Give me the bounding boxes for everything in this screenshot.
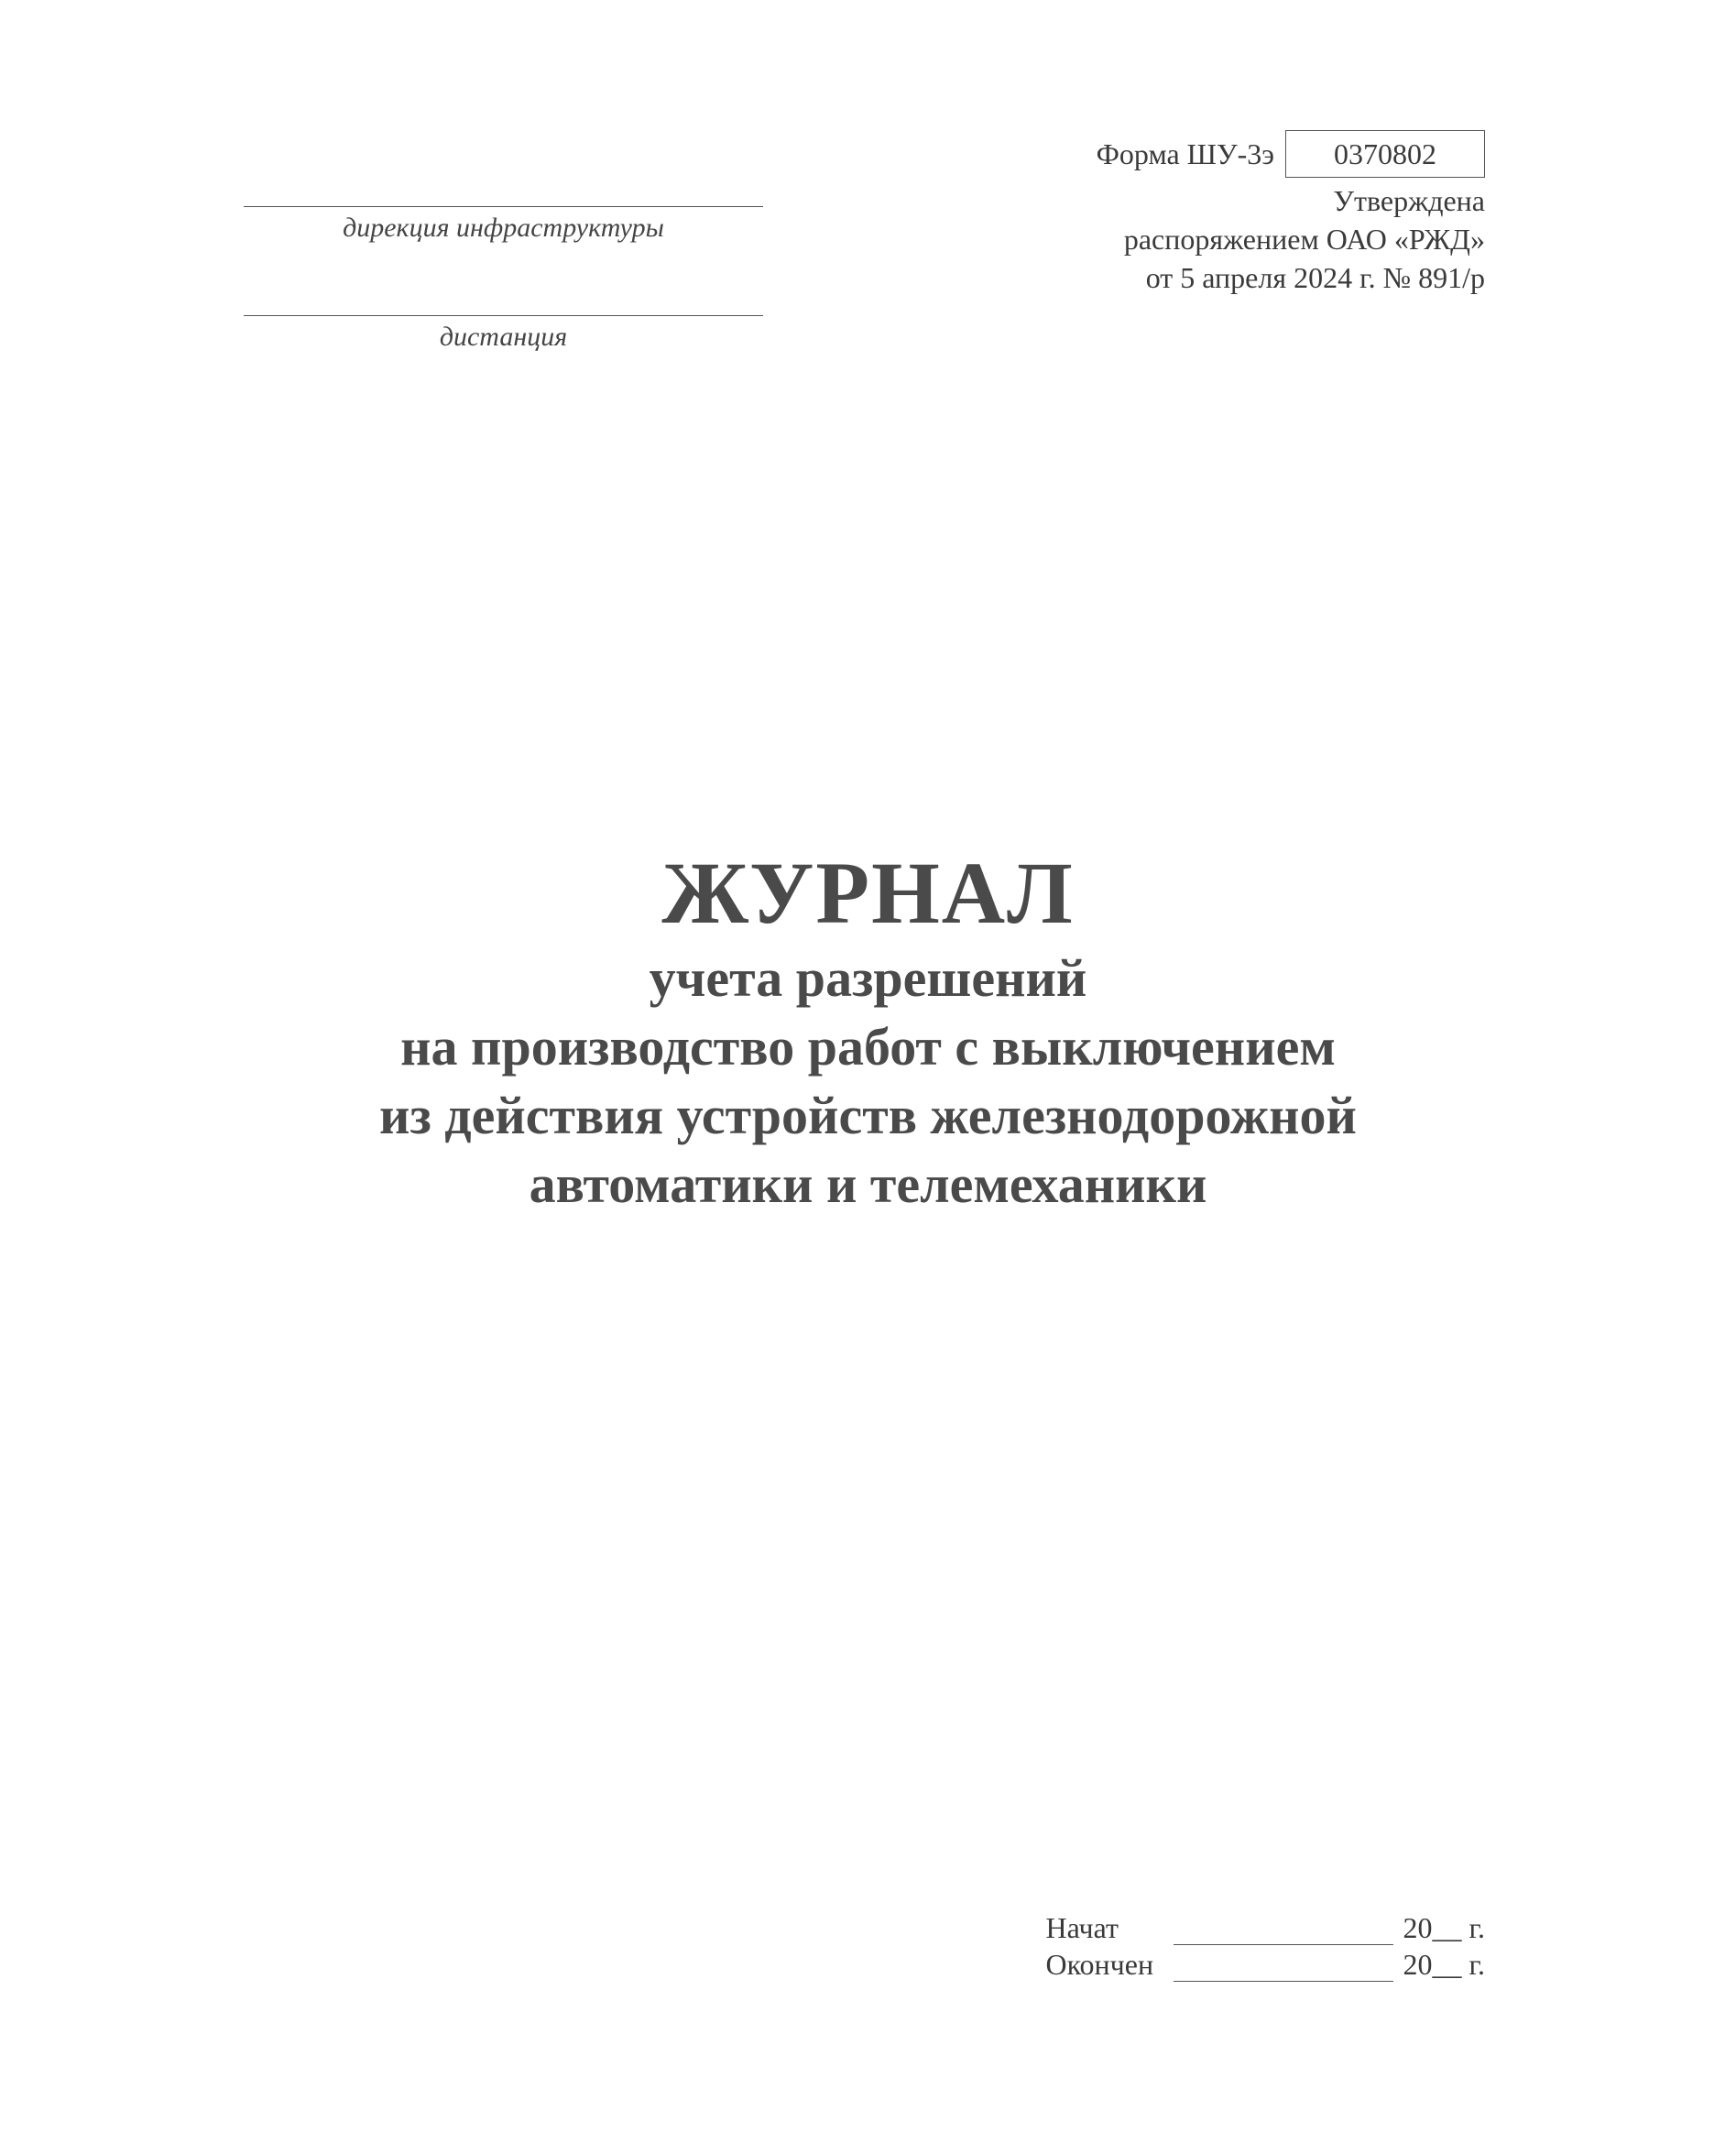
form-code-box: 0370802 (1285, 130, 1485, 178)
started-blank (1174, 1919, 1393, 1945)
org-distance-field (244, 315, 763, 353)
title-line-3: из действия устройств железнодорожной (379, 1086, 1357, 1145)
ended-year: 20__ г. (1403, 1948, 1485, 1981)
started-row (1045, 1908, 1485, 1945)
started-label: Начат (1045, 1911, 1119, 1944)
title-main: ЖУРНАЛ (661, 844, 1075, 942)
approval-line-1: Утверждена (1333, 184, 1485, 217)
distance-caption: дистанция (439, 322, 568, 352)
approval-line-3: от 5 апреля 2024 г. № 891/р (1145, 261, 1485, 294)
form-info (1097, 128, 1485, 180)
journal-dates (1045, 1908, 1485, 1982)
distance-blank-line (244, 315, 763, 316)
direction-blank-line (244, 206, 763, 207)
started-year: 20__ г. (1403, 1911, 1485, 1944)
title-line-4: автоматики и телемеханики (529, 1154, 1207, 1214)
ended-label: Окончен (1045, 1948, 1154, 1981)
ended-row (1045, 1945, 1485, 1982)
title-line-1: учета разрешений (649, 948, 1087, 1008)
approval-note (1124, 181, 1485, 297)
document-title (0, 843, 1736, 1219)
approval-line-2: распоряжением ОАО «РЖД» (1123, 223, 1485, 256)
direction-caption: дирекция инфраструктуры (343, 213, 664, 243)
form-label: Форма ШУ-3э (1096, 137, 1274, 170)
title-line-2: на производство работ с выключением (400, 1017, 1336, 1077)
ended-blank (1174, 1955, 1393, 1982)
org-direction-field (244, 206, 763, 244)
